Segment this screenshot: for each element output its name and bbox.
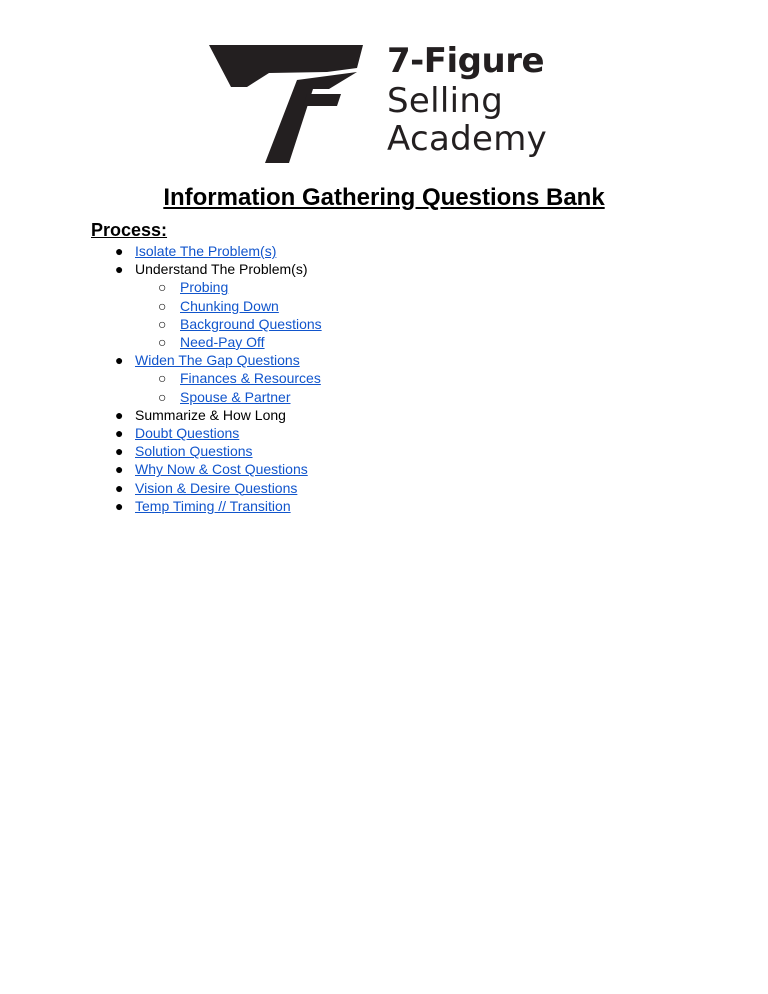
list-item-link[interactable]: Solution Questions (135, 443, 253, 460)
filled-bullet-icon: ● (115, 425, 124, 441)
list-item[interactable] (0, 479, 768, 497)
filled-bullet-icon: ● (115, 261, 124, 278)
list-item[interactable] (0, 460, 768, 478)
filled-bullet-icon: ● (115, 406, 124, 423)
list-item-link[interactable]: Chunking Down (180, 297, 279, 314)
list-item-label: Understand The Problem(s) (135, 261, 308, 278)
logo-line-1: 7-Figure (387, 41, 545, 81)
hollow-bullet-icon: ○ (158, 315, 167, 332)
document-title: Information Gathering Questions Bank (163, 184, 605, 211)
list-item-link[interactable]: Background Questions (180, 315, 322, 332)
list-item[interactable] (0, 351, 768, 369)
list-item-link[interactable]: Probing (180, 279, 229, 296)
sub-list-item[interactable] (0, 333, 768, 351)
filled-bullet-icon: ● (115, 497, 124, 514)
list-item-link[interactable]: Isolate The Problem(s) (135, 243, 277, 259)
list-item[interactable] (0, 497, 768, 515)
list-item-link[interactable]: Doubt Questions (135, 425, 240, 441)
list-item-label: Summarize & How Long (135, 406, 286, 423)
hollow-bullet-icon: ○ (158, 334, 167, 350)
seven-f-logo-mark (207, 42, 367, 167)
list-item-link[interactable]: Need-Pay Off (180, 334, 265, 350)
logo-wordmark (387, 41, 548, 160)
hollow-bullet-icon: ○ (158, 297, 167, 314)
logo-line-3: Academy (387, 119, 548, 159)
academy-logo (207, 42, 567, 168)
list-item-link[interactable]: Temp Timing // Transition (135, 497, 291, 514)
list-item (0, 260, 768, 278)
sub-list-item[interactable] (0, 315, 768, 333)
list-item-link[interactable]: Finances & Resources (180, 370, 321, 387)
filled-bullet-icon: ● (115, 443, 124, 460)
filled-bullet-icon: ● (115, 352, 124, 369)
logo-line-2: Selling (387, 81, 504, 121)
hollow-bullet-icon: ○ (158, 388, 167, 405)
list-item-link[interactable]: Spouse & Partner (180, 388, 291, 405)
list-item[interactable] (0, 242, 768, 260)
sub-list-item[interactable] (0, 388, 768, 406)
section-heading: Process: (91, 220, 168, 240)
hollow-bullet-icon: ○ (158, 370, 167, 387)
list-item (0, 406, 768, 424)
hollow-bullet-icon: ○ (158, 279, 167, 296)
list-item-link[interactable]: Widen The Gap Questions (135, 352, 300, 369)
list-item[interactable] (0, 424, 768, 442)
list-item-link[interactable]: Vision & Desire Questions (135, 479, 298, 496)
filled-bullet-icon: ● (115, 479, 124, 496)
sub-list-item[interactable] (0, 297, 768, 315)
sub-list-item[interactable] (0, 278, 768, 296)
sub-list-item[interactable] (0, 369, 768, 387)
filled-bullet-icon: ● (115, 243, 124, 259)
list-item-link[interactable]: Why Now & Cost Questions (135, 461, 308, 478)
list-item[interactable] (0, 442, 768, 460)
filled-bullet-icon: ● (115, 461, 124, 478)
